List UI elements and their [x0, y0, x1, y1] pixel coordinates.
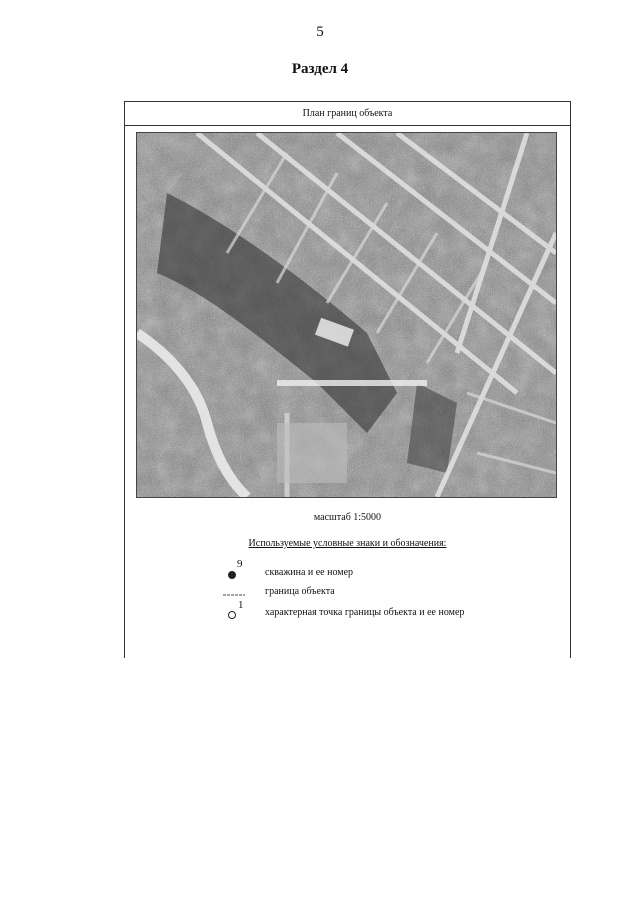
- section-title: Раздел 4: [291, 61, 349, 77]
- legend-label-point: характерная точка границы объекта и ее номер: [265, 607, 465, 618]
- plan-frame: [124, 101, 571, 658]
- legend-label-well: скважина и ее номер: [265, 567, 354, 578]
- legend-marker-well: 9: [237, 558, 243, 570]
- legend-title: Используемые условные знаки и обозначения:: [248, 538, 447, 549]
- plan-header: План границ объекта: [125, 102, 570, 126]
- legend-marker-point: 1: [238, 599, 244, 611]
- page-number: 5: [316, 24, 324, 40]
- legend-label-boundary: граница объекта: [265, 586, 335, 597]
- aerial-photo-image: [137, 133, 556, 497]
- satellite-map: [136, 132, 557, 498]
- boundary-line-icon: [223, 586, 253, 600]
- scale-label: масштаб 1:5000: [313, 512, 382, 523]
